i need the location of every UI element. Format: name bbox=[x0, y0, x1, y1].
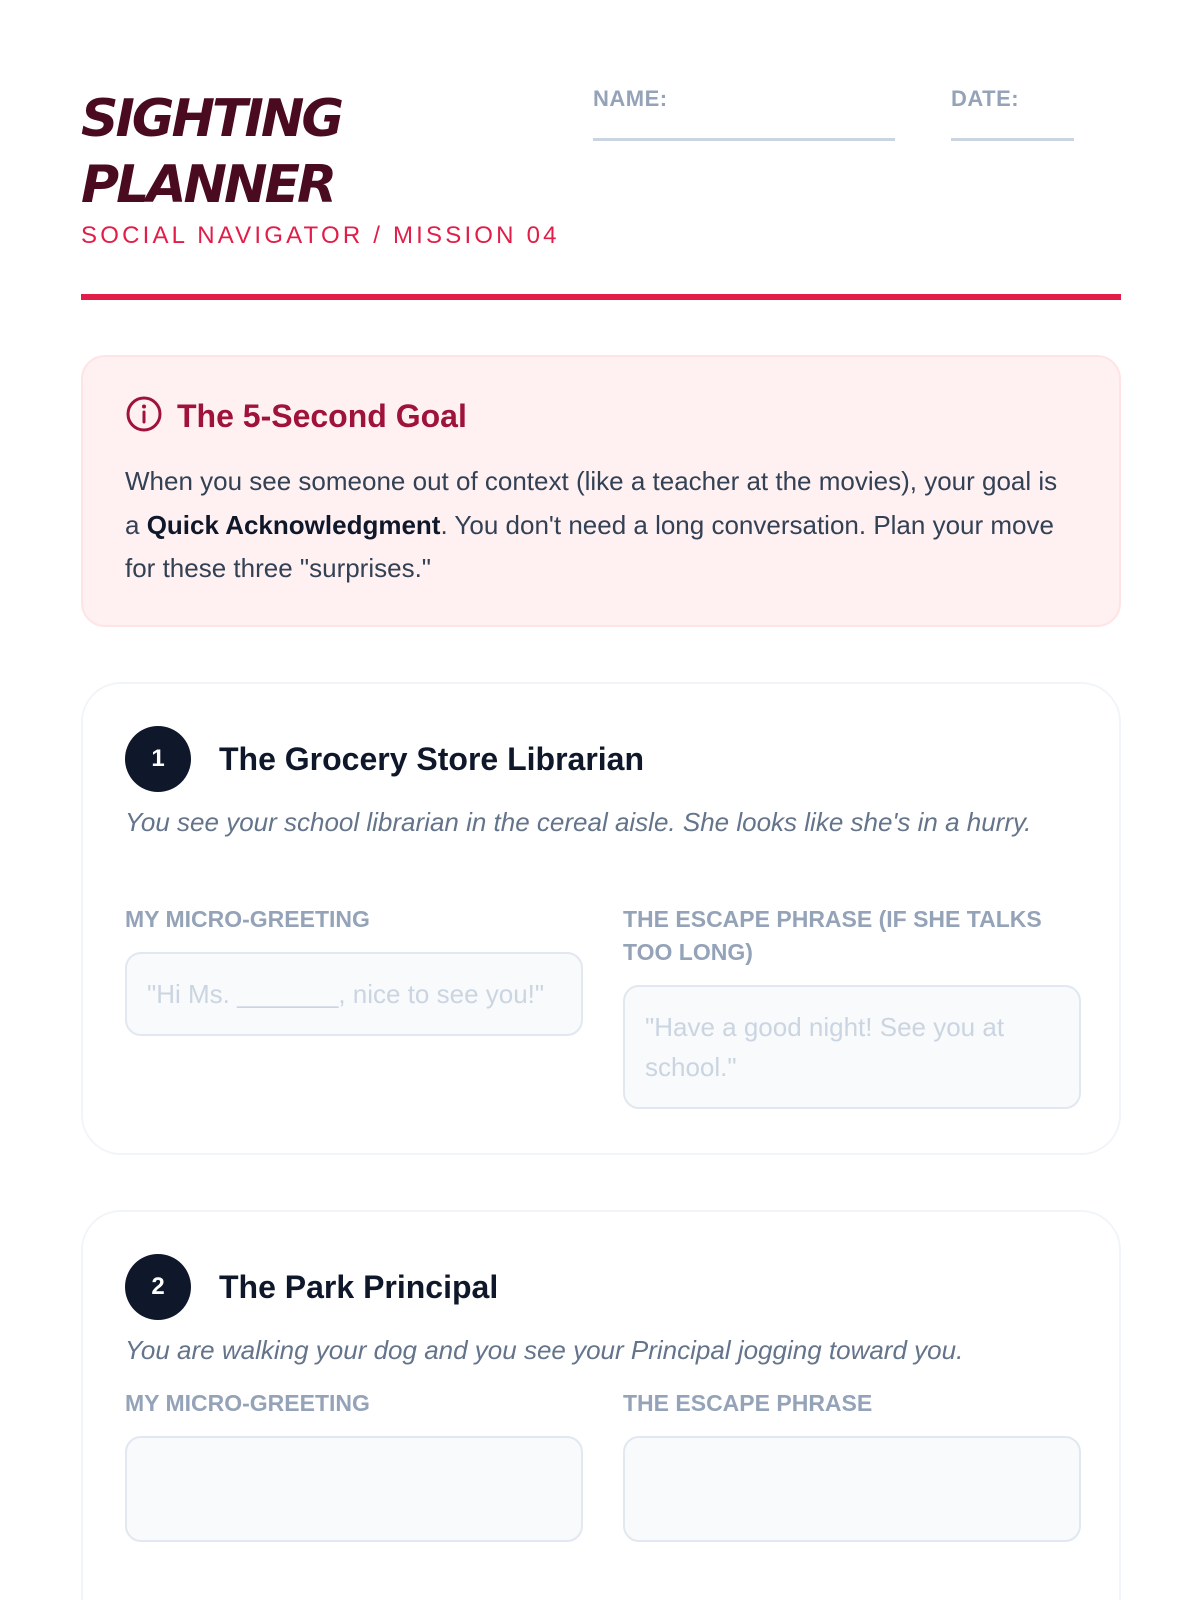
escape-column bbox=[623, 903, 1081, 1109]
scenario-description: You are walking your dog and you see your Principal jogging toward you. bbox=[125, 1335, 964, 1365]
info-circle-icon bbox=[125, 395, 163, 438]
greeting-label: MY MICRO-GREETING bbox=[125, 1390, 370, 1416]
worksheet-subtitle: SOCIAL NAVIGATOR / MISSION 04 bbox=[81, 222, 560, 249]
name-label: NAME: bbox=[593, 86, 668, 111]
escape-input[interactable]: "Have a good night! See you at school." bbox=[623, 985, 1081, 1109]
header-divider bbox=[81, 294, 1121, 300]
scenario-title: The Park Principal bbox=[219, 1268, 499, 1305]
scenario-heading bbox=[125, 726, 644, 792]
name-blank-line[interactable] bbox=[593, 138, 895, 141]
date-field[interactable] bbox=[951, 86, 1074, 141]
scenario-number-badge: 1 bbox=[125, 726, 191, 792]
scenario-title: The Grocery Store Librarian bbox=[219, 740, 645, 777]
date-label: DATE: bbox=[951, 86, 1020, 111]
goal-text-end: . You don't need a long conversation. Plan your move for these three "surprises." bbox=[125, 509, 1054, 583]
scenario-card-2 bbox=[81, 1210, 1121, 1600]
date-blank-line[interactable] bbox=[951, 138, 1074, 141]
greeting-label: MY MICRO-GREETING bbox=[125, 906, 370, 932]
escape-input[interactable] bbox=[623, 1436, 1081, 1542]
goal-heading bbox=[125, 395, 1077, 438]
escape-column bbox=[623, 1387, 1081, 1542]
scenario-number-badge: 2 bbox=[125, 1254, 191, 1320]
goal-text-start: When you see someone out of context (like a teacher at the movies), your goal is a bbox=[125, 466, 1058, 540]
escape-label: THE ESCAPE PHRASE (IF SHE TALKS TOO LONG) bbox=[623, 906, 1042, 965]
greeting-input[interactable]: "Hi Ms. _______, nice to see you!" bbox=[125, 952, 583, 1036]
scenario-description: You see your school librarian in the cereal aisle. She looks like she's in a hurry. bbox=[125, 807, 1032, 837]
worksheet-header bbox=[81, 86, 1121, 258]
title-line-1: SIGHTING bbox=[81, 89, 342, 149]
greeting-column bbox=[125, 903, 583, 1036]
greeting-input[interactable] bbox=[125, 1436, 583, 1542]
goal-text bbox=[125, 460, 1077, 591]
scenario-heading bbox=[125, 1254, 498, 1320]
goal-text-emphasis: Quick Acknowledgment bbox=[146, 509, 441, 540]
name-field[interactable] bbox=[593, 86, 895, 141]
scenario-card-1 bbox=[81, 682, 1121, 1155]
goal-callout bbox=[81, 355, 1121, 627]
greeting-column bbox=[125, 1387, 583, 1542]
goal-title: The 5-Second Goal bbox=[177, 398, 467, 434]
escape-label: THE ESCAPE PHRASE bbox=[623, 1390, 873, 1416]
title-line-2: PLANNER bbox=[81, 155, 335, 215]
